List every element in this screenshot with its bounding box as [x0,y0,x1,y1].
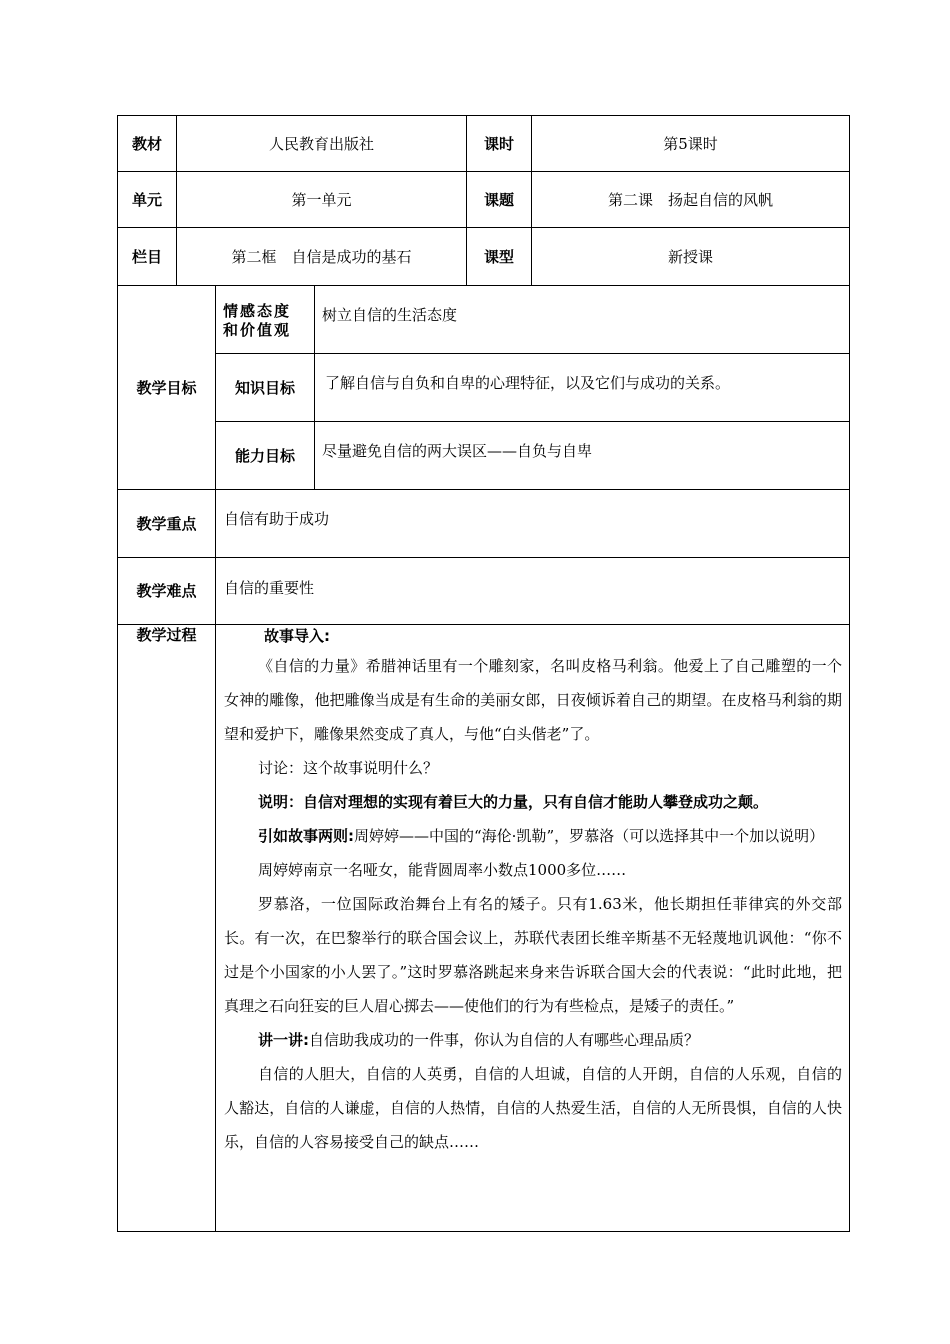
table-rule [117,557,850,558]
two-stories-text: 周婷婷——中国的“海伦·凯勒”，罗慕洛（可以选择其中一个加以说明） [354,827,825,845]
table-col-divider [314,285,315,489]
table-rule [117,489,850,490]
label-difficulty: 教学难点 [136,582,197,600]
label-unit: 单元 [131,190,162,209]
label-teaching-process: 教学过程 [136,626,197,644]
paragraph-discussion: 讨论：这个故事说明什么？ [258,759,439,777]
two-stories-label: 引如故事两则: [258,827,354,845]
value-textbook: 人民教育出版社 [268,134,374,153]
text-knowledge-objective: 了解自信与自负和自卑的心理特征，以及它们与成功的关系。 [325,374,731,392]
text-key-point: 自信有助于成功 [224,510,330,528]
label-ability-objective: 能力目标 [234,446,295,465]
value-column: 第二框 自信是成功的基石 [231,247,412,266]
text-ability-objective: 尽量避免自信的两大误区——自负与自卑 [322,442,593,460]
value-period: 第5课时 [663,134,718,153]
talk-label: 讲一讲: [258,1031,309,1049]
label-lesson-type: 课型 [483,247,514,266]
value-lesson-type: 新授课 [667,247,713,266]
label-column: 栏目 [131,247,162,266]
paragraph-zhou: 周婷婷南京一名哑女，能背圆周率小数点1000多位…… [258,861,627,879]
value-topic: 第二课 扬起自信的风帆 [607,190,773,209]
paragraph-two-stories [224,819,842,853]
label-period: 课时 [483,134,514,153]
text-difficulty: 自信的重要性 [224,579,315,597]
label-textbook: 教材 [131,134,162,153]
talk-text: 自信助我成功的一件事，你认为自信的人有哪些心理品质？ [309,1031,700,1049]
paragraph-talk [224,1023,842,1057]
label-teaching-objectives: 教学目标 [136,378,197,397]
process-heading: 故事导入: [264,627,330,645]
label-key-point: 教学重点 [136,514,197,533]
table-border-right [849,115,850,1232]
table-rule [117,285,850,286]
label-topic: 课题 [483,190,514,209]
value-unit: 第一单元 [291,190,352,209]
paragraph-qualities: 自信的人胆大，自信的人英勇，自信的人坦诚，自信的人开朗，自信的人乐观，自信的人豁达，自信的人谦虚，自信的人热情，自信的人热爱生活，自信的人无所畏惧，自信的人快乐，自信的人容易接受自己的缺点…… [224,1065,842,1151]
label-emotion-attitude-values: 情感态度和价值观 [223,302,292,339]
paragraph-explanation: 说明：自信对理想的实现有着巨大的力量，只有自信才能助人攀登成功之颠。 [258,793,769,811]
text-emotion-attitude-values: 树立自信的生活态度 [322,306,458,324]
paragraph-story: 《自信的力量》希腊神话里有一个雕刻家，名叫皮格马利翁。他爱上了自己雕塑的一个女神的雕像，他把雕像当成是有生命的美丽女郎，日夜倾诉着自己的期望。在皮格马利翁的期望和爱护下，雕像果然变成了真人，与他“白头偕老”了。 [224,657,842,743]
label-knowledge-objective: 知识目标 [234,378,295,397]
process-content [224,623,842,1159]
table-border-bottom [117,1231,850,1232]
paragraph-romulo: 罗慕洛，一位国际政治舞台上有名的矮子。只有1.63米，他长期担任菲律宾的外交部长。有一次，在巴黎举行的联合国会议上，苏联代表团长维辛斯基不无轻蔑地讥讽他：“你不过是个小国家的小人罢了。”这时罗慕洛跳起来身来告诉联合国大会的代表说：“此时此地，把真理之石向狂妄的巨人眉心掷去——使他们的行为有些检点，是矮子的责任。” [224,895,842,1015]
